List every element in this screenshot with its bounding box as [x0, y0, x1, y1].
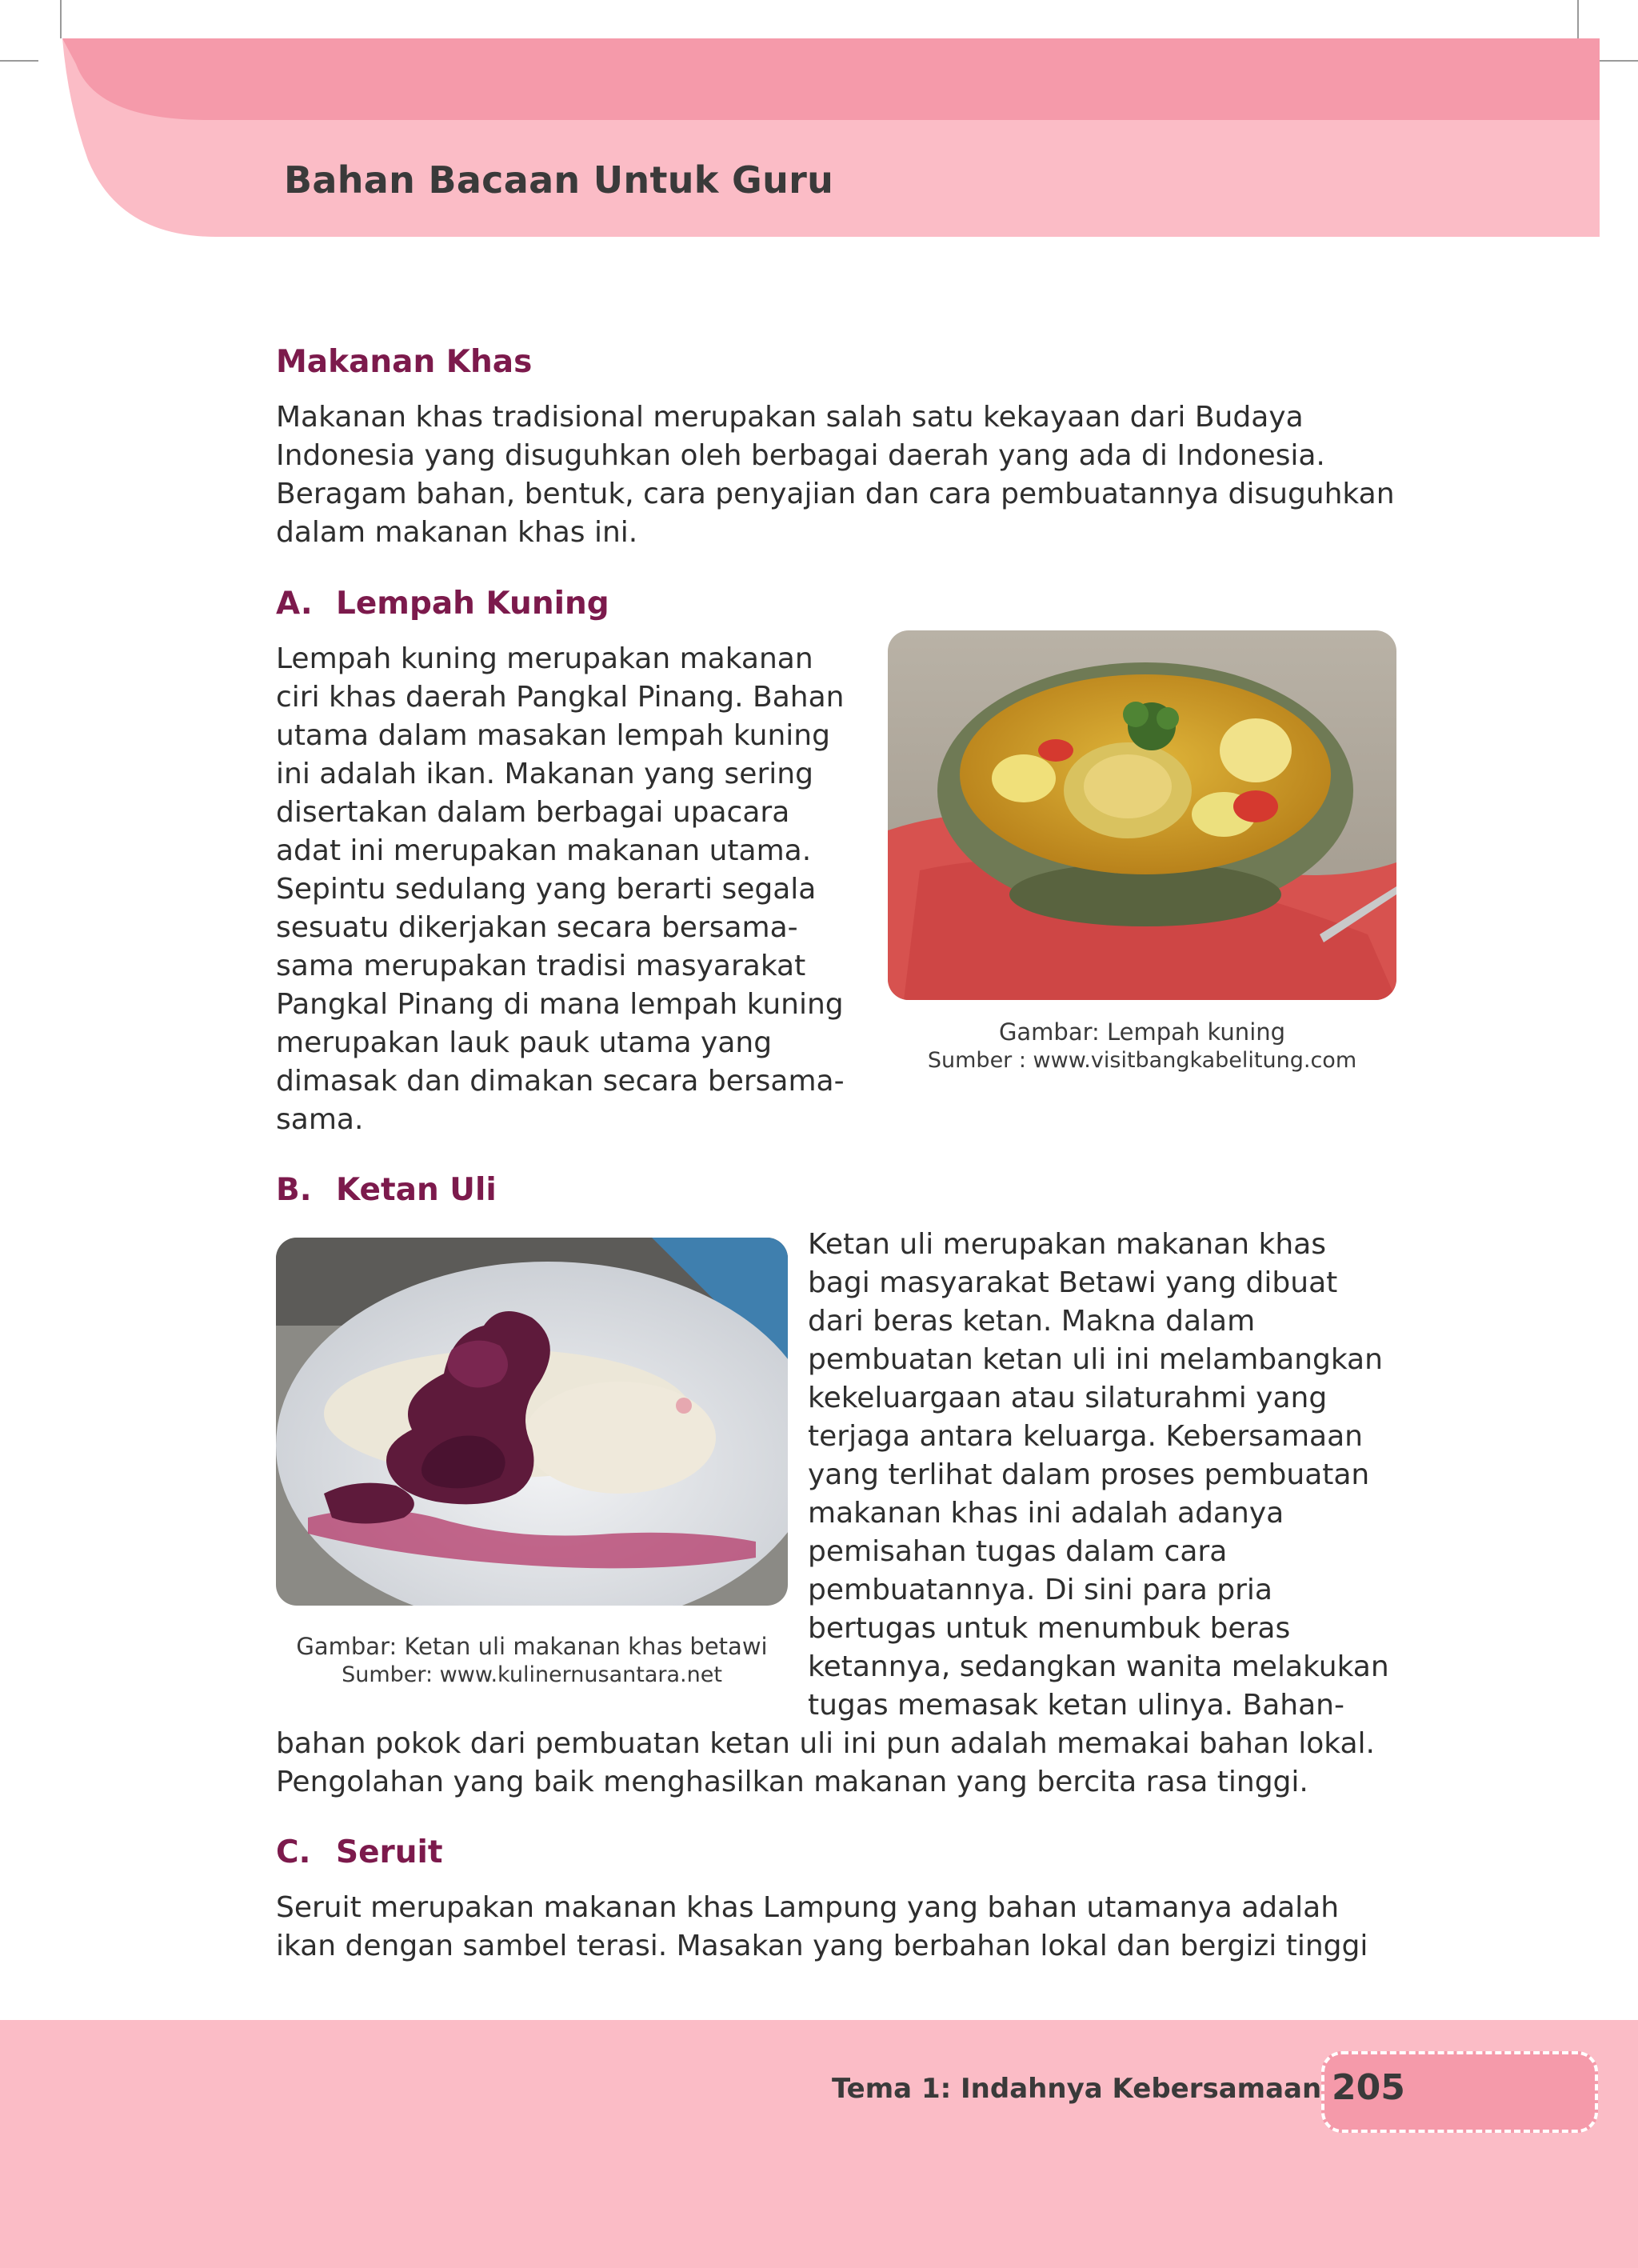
lempah-kuning-photo [888, 630, 1396, 1000]
text-line: Seruit merupakan makanan khas Lampung yang bahan utamanya adalah [276, 1891, 1340, 1924]
ketan-uli-photo [276, 1238, 788, 1606]
text-line: Ketan uli merupakan makanan khas [808, 1228, 1326, 1261]
text-line: Pengolahan yang baik menghasilkan makanan yang bercita rasa tinggi. [276, 1766, 1308, 1798]
text-line: utama dalam masakan lempah kuning [276, 719, 830, 752]
text-line: Makanan khas tradisional merupakan salah satu kekayaan dari Budaya [276, 401, 1304, 434]
header-title: Bahan Bacaan Untuk Guru [284, 158, 834, 202]
text-line: dari beras ketan. Makna dalam [808, 1305, 1256, 1338]
section-heading-lempah-kuning [276, 586, 609, 622]
text-line: yang terlihat dalam proses pembuatan [808, 1458, 1370, 1491]
text-line: kekeluargaan atau silaturahmi yang [808, 1382, 1328, 1414]
lempah-kuning-caption [888, 1018, 1396, 1075]
text-line: bertugas untuk menumbuk beras [808, 1612, 1291, 1645]
text-line: bagi masyarakat Betawi yang dibuat [808, 1266, 1338, 1299]
text-line: tugas memasak ketan ulinya. Bahan- [808, 1689, 1344, 1722]
text-line: disertakan dalam berbagai upacara [276, 796, 790, 829]
ketan-uli-paragraph-full [276, 1725, 1412, 1802]
section-letter: B. [276, 1172, 312, 1208]
text-line: Beragam bahan, bentuk, cara penyajian dan cara pembuatannya disuguhkan [276, 478, 1395, 510]
caption-text: Gambar: Ketan uli makanan khas betawi [296, 1633, 768, 1660]
heading-text: Seruit [336, 1834, 443, 1870]
text-line: merupakan lauk pauk utama yang [276, 1026, 773, 1059]
heading-text: Lempah Kuning [336, 586, 609, 622]
text-line: pemisahan tugas dalam cara [808, 1535, 1228, 1568]
text-line: sesuatu dikerjakan secara bersama- [276, 911, 798, 944]
text-line: pembuatannya. Di sini para pria [808, 1574, 1272, 1606]
text-line: bahan pokok dari pembuatan ketan uli ini pun adalah memakai bahan lokal. [276, 1727, 1375, 1760]
section-letter: C. [276, 1834, 311, 1870]
caption-source: Sumber: www.kulinernusantara.net [342, 1662, 722, 1687]
text-line: sama merupakan tradisi masyarakat [276, 950, 806, 982]
text-line: terjaga antara keluarga. Kebersamaan [808, 1420, 1363, 1453]
section-letter: A. [276, 586, 313, 622]
text-line: dalam makanan khas ini. [276, 516, 638, 549]
ketan-uli-paragraph-beside [808, 1226, 1416, 1725]
header-band [0, 0, 1638, 240]
text-line: ketannya, sedangkan wanita melakukan [808, 1650, 1389, 1683]
section-heading-seruit [276, 1834, 443, 1870]
text-line: Pangkal Pinang di mana lempah kuning [276, 988, 844, 1021]
text-line: Sepintu sedulang yang berarti segala [276, 873, 817, 906]
text-line: Lempah kuning merupakan makanan [276, 642, 813, 675]
text-line: ikan dengan sambel terasi. Masakan yang berbahan lokal dan bergizi tinggi [276, 1930, 1368, 1962]
text-line: ini adalah ikan. Makanan yang sering [276, 758, 813, 790]
text-line: dimasak dan dimakan secara bersama- [276, 1065, 845, 1098]
caption-source: Sumber : www.visitbangkabelitung.com [927, 1048, 1357, 1073]
ketan-uli-caption [276, 1632, 788, 1690]
seruit-paragraph [276, 1889, 1412, 1966]
text-line: sama. [276, 1103, 364, 1136]
intro-paragraph [276, 398, 1396, 552]
footer-theme: Tema 1: Indahnya Kebersamaan [832, 2073, 1322, 2105]
text-line: makanan khas ini adalah adanya [808, 1497, 1284, 1530]
text-line: pembuatan ketan uli ini melambangkan [808, 1343, 1383, 1376]
caption-text: Gambar: Lempah kuning [998, 1018, 1286, 1046]
text-line: adat ini merupakan makanan utama. [276, 834, 812, 867]
section-heading-makanan-khas [276, 344, 532, 380]
text-line: Indonesia yang disuguhkan oleh berbagai daerah yang ada di Indonesia. [276, 439, 1325, 472]
section-heading-ketan-uli [276, 1172, 497, 1208]
lempah-kuning-paragraph [276, 640, 868, 1139]
heading-text: Ketan Uli [336, 1172, 497, 1208]
text-line: ciri khas daerah Pangkal Pinang. Bahan [276, 681, 845, 714]
heading-text: Makanan Khas [276, 344, 533, 380]
page-number: 205 [1332, 2067, 1405, 2108]
